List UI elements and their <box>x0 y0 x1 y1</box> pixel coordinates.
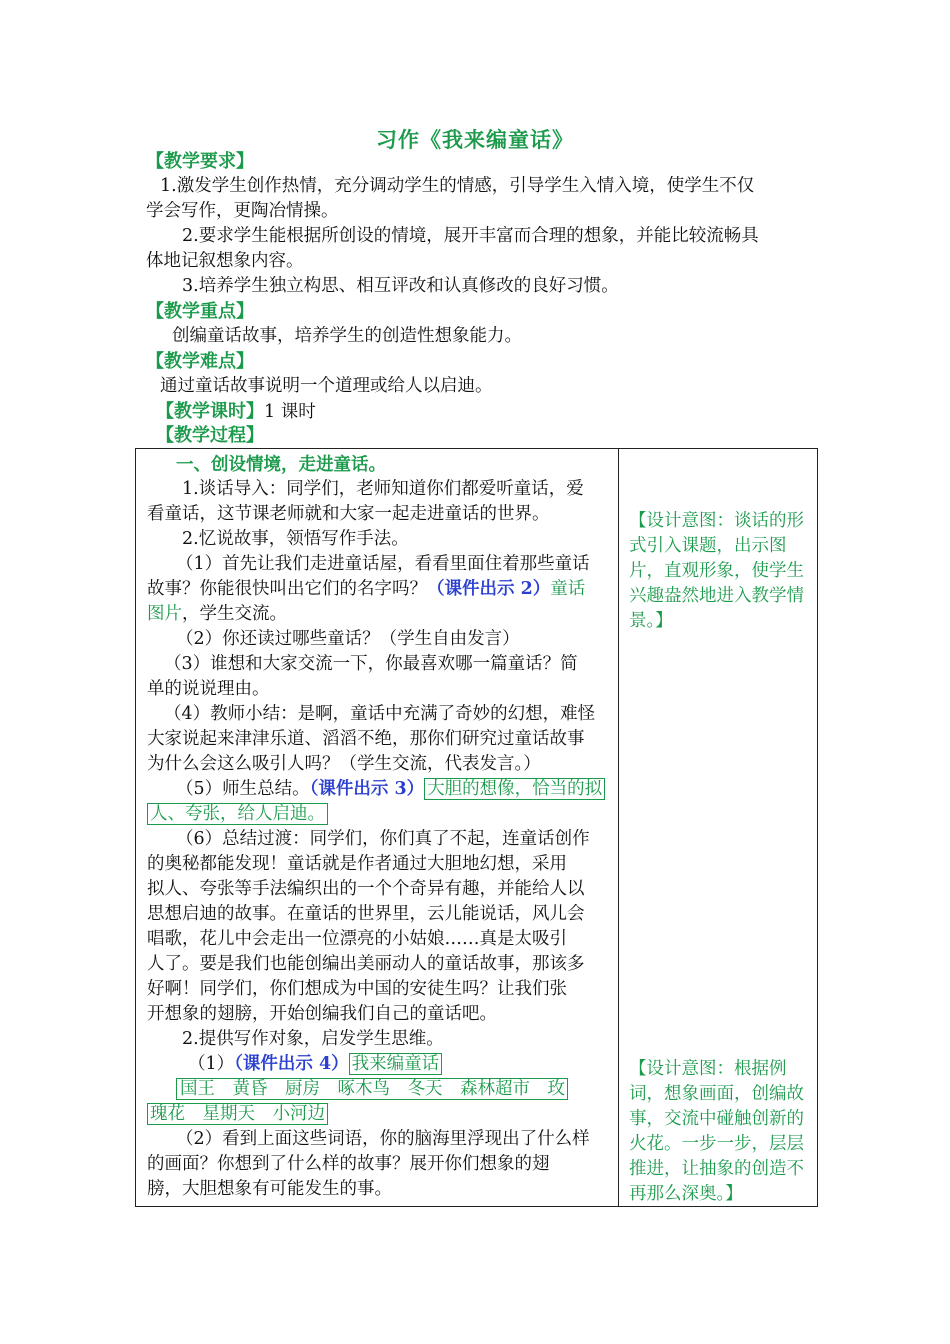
class-hours-text: 1 课时 <box>264 402 316 422</box>
proc-text: （5）师生总结。 <box>176 779 310 799</box>
proc-line: （6）总结过渡：同学们，你们真了不起，连童话创作 <box>176 829 590 849</box>
proc-line: 的画面？你想到了什么样的故事？展开你们想象的翅 <box>147 1154 550 1174</box>
section-head-difficulties: 【教学难点】 <box>146 351 254 372</box>
proc-line: 2.提供写作对象，启发学生思维。 <box>182 1029 444 1049</box>
proc-line-mixed <box>147 1102 328 1127</box>
proc-line: （1）首先让我们走进童话屋，看看里面住着那些童话 <box>176 554 590 574</box>
proc-text: 故事？你能很快叫出它们的名字吗？ <box>147 579 427 599</box>
requirement-2-line-2: 体地记叙想象内容。 <box>146 251 304 271</box>
proc-line: （2）你还读过哪些童话？（学生自由发言） <box>176 629 520 649</box>
proc-line: 1.谈话导入：同学们，老师知道你们都爱听童话，爱 <box>182 479 584 499</box>
proc-line: 膀，大胆想象有可能发生的事。 <box>147 1179 392 1199</box>
section-head-hours: 【教学课时】 <box>156 401 264 422</box>
courseware-content: 童话 <box>550 579 586 599</box>
proc-line: 单的说说理由。 <box>147 679 270 699</box>
proc-text: ，学生交流。 <box>182 604 287 624</box>
proc-line: 大家说起来津津乐道、滔滔不绝，那你们研究过童话故事 <box>147 729 585 749</box>
proc-line: 好啊！同学们，你们想成为中国的安徒生吗？让我们张 <box>147 979 567 999</box>
section-head-requirements: 【教学要求】 <box>146 151 254 172</box>
proc-line-mixed <box>147 577 585 602</box>
courseware-content: 图片 <box>147 604 182 624</box>
proc-line: 的奥秘都能发现！童话就是作者通过大胆地幻想，采用 <box>147 854 567 874</box>
requirement-1-line-2: 学会写作，更陶冶情操。 <box>146 201 339 221</box>
proc-line-mixed <box>147 802 328 827</box>
proc-line: （2）看到上面这些词语，你的脑海里浮现出了什么样 <box>176 1129 590 1149</box>
proc-text: （1） <box>188 1054 235 1074</box>
proc-line: 唱歌，花儿中会走出一位漂亮的小姑娘……真是太吸引 <box>147 929 567 949</box>
proc-line: 开想象的翅膀，开始创编我们自己的童话吧。 <box>147 1004 497 1024</box>
requirement-1-line-1: 1.激发学生创作热情，充分调动学生的情感，引导学生入情入境，使学生不仅 <box>160 176 755 196</box>
design-intent-cell <box>619 449 818 1207</box>
design-intent-note-2: 【设计意图：根据例词，想象画面，创编故事，交流中碰触创新的火花。一步一步，层层推进，让抽象的创造不再那么深奥。】 <box>629 1059 804 1204</box>
courseware-ref-2: （课件出示 2） <box>427 579 551 599</box>
difficulties-text: 通过童话故事说明一个道理或给人以启迪。 <box>160 376 493 396</box>
document-title: 习作《我来编童话》 <box>376 127 574 152</box>
proc-line: （4）教师小结：是啊，童话中充满了奇妙的幻想，难怪 <box>164 704 596 724</box>
proc-line-mixed <box>188 1052 442 1077</box>
word-list-box: 国王 黄昏 厨房 啄木鸟 冬天 森林超市 玫 <box>176 1078 568 1100</box>
design-intent-note-1: 【设计意图：谈话的形式引入课题，出示图片，直观形象，使学生兴趣盎然地进入教学情景。】 <box>629 511 804 631</box>
process-table <box>135 448 818 1207</box>
proc-line: 人了。要是我们也能创编出美丽动人的童话故事，那该多 <box>147 954 585 974</box>
proc-line-mixed <box>176 1077 568 1102</box>
proc-line: 2.忆说故事，领悟写作手法。 <box>182 529 409 549</box>
courseware-box: 人、夸张，给人启迪。 <box>147 803 328 825</box>
proc-line: 思想启迪的故事。在童话的世界里，云儿能说话，风儿会 <box>147 904 585 924</box>
courseware-box: 我来编童话 <box>349 1053 443 1075</box>
requirement-2-line-1: 2.要求学生能根据所创设的情境，展开丰富而合理的想象，并能比较流畅具 <box>182 226 759 246</box>
process-main-cell <box>136 449 619 1207</box>
courseware-ref-4: （课件出示 4） <box>234 1054 349 1074</box>
word-list-box: 瑰花 星期天 小河边 <box>147 1103 328 1125</box>
courseware-ref-3: （课件出示 3） <box>309 779 425 799</box>
proc-line: 为什么会这么吸引人吗？（学生交流，代表发言。） <box>147 754 541 774</box>
proc-line: （3）谁想和大家交流一下，你最喜欢哪一篇童话？简 <box>164 654 578 674</box>
courseware-box: 大胆的想像，恰当的拟 <box>424 778 605 800</box>
section-head-process: 【教学过程】 <box>156 425 264 446</box>
key-points-text: 创编童话故事，培养学生的创造性想象能力。 <box>172 326 522 346</box>
section-1-title: 一、创设情境，走进童话。 <box>176 455 386 475</box>
requirement-3: 3.培养学生独立构思、相互评改和认真修改的良好习惯。 <box>182 276 619 296</box>
proc-line-mixed <box>176 777 605 802</box>
section-head-key-points: 【教学重点】 <box>146 301 254 322</box>
class-hours-row <box>156 399 316 425</box>
proc-line: 看童话，这节课老师就和大家一起走进童话的世界。 <box>147 504 550 524</box>
proc-line: 拟人、夸张等手法编织出的一个个奇异有趣，并能给人以 <box>147 879 585 899</box>
proc-line-mixed <box>147 602 287 627</box>
